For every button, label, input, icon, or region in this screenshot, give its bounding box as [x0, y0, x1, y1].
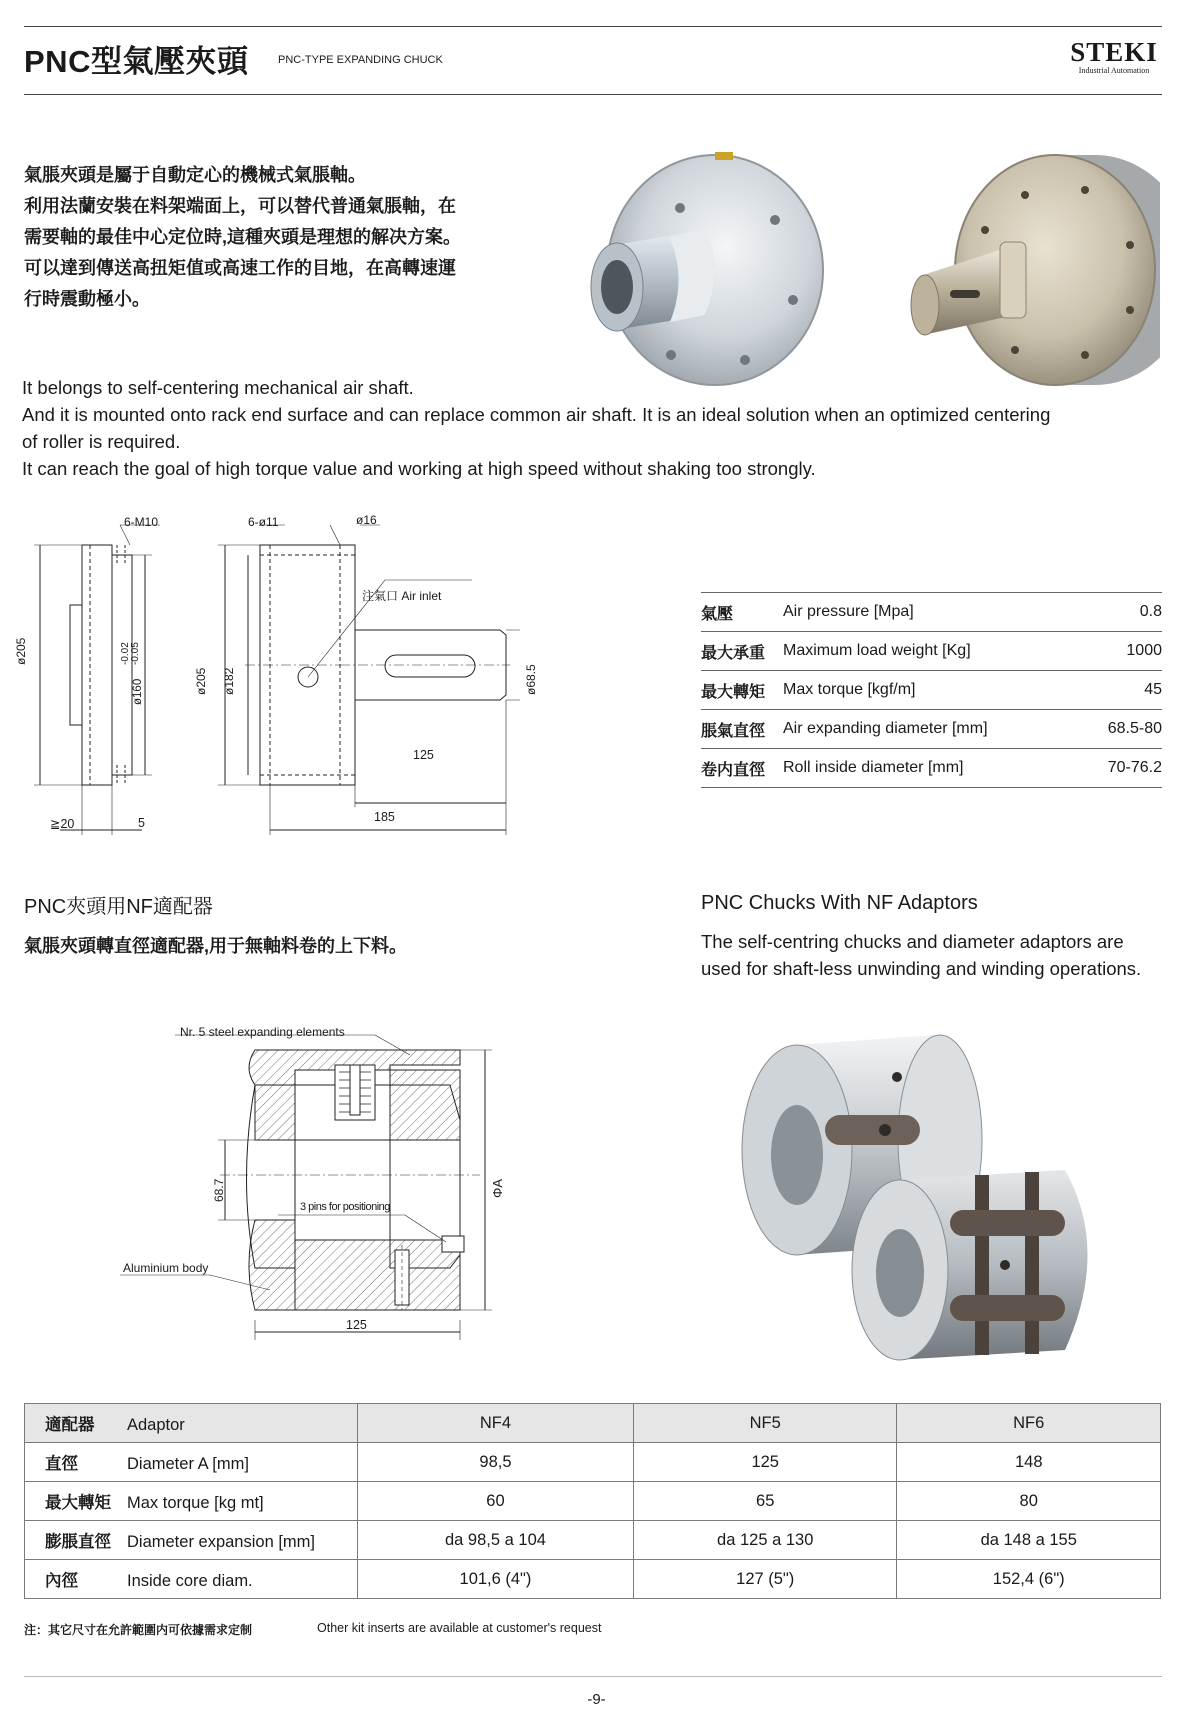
intro-en-line: of roller is required.	[22, 431, 181, 452]
nf-cell: NF6	[897, 1404, 1161, 1443]
brand-logo	[1066, 38, 1162, 75]
intro-zh-line: 行時震動極小。	[24, 289, 150, 309]
dim-d68-5: ø68.5	[524, 664, 538, 695]
page-subtitle: PNC-TYPE EXPANDING CHUCK	[278, 54, 443, 66]
nf-label-en: Adaptor	[127, 1416, 185, 1434]
spec-label-zh: 卷内直徑	[701, 749, 783, 788]
logo-mark: STEKI	[1070, 37, 1158, 67]
air-inlet-label: 注氣口 Air inlet	[362, 589, 442, 603]
intro-zh-line: 利用法蘭安裝在料架端面上，可以替代普通氣脹軸，在	[24, 196, 456, 216]
nf-subheading-zh: 氣脹夾頭轉直徑適配器,用于無軸料卷的上下料。	[24, 936, 407, 956]
chuck-technical-drawing	[20, 505, 520, 835]
top-rule	[24, 26, 1162, 27]
nf-label-zh: 最大轉矩	[45, 1494, 111, 1512]
dim-125: 125	[413, 748, 434, 762]
nf-heading-zh: PNC夾頭用NF適配器	[24, 896, 213, 918]
spec-value: 68.5-80	[1083, 710, 1162, 749]
spec-value: 70-76.2	[1083, 749, 1162, 788]
nf-subheading-en	[701, 928, 1171, 982]
nf-adaptor-photo	[735, 1015, 1155, 1395]
nf-table-row	[25, 1482, 1161, 1521]
positioning-pins-label: 3 pins for positioning	[300, 1201, 390, 1213]
dim-d160: ø160	[132, 678, 144, 705]
dim-125-adaptor: 125	[346, 1318, 367, 1332]
nf-row-label	[25, 1443, 358, 1482]
footnote-en: Other kit inserts are available at customer's request	[317, 1621, 602, 1635]
nf-adaptor-table	[24, 1403, 1161, 1599]
nf-cell: 152,4 (6")	[897, 1560, 1161, 1599]
nf-cell: 60	[358, 1482, 634, 1521]
nf-row-label	[25, 1521, 358, 1560]
logo-tagline: Industrial Automation	[1078, 66, 1150, 75]
nf-cell: 127 (5")	[633, 1560, 897, 1599]
footer-rule	[24, 1676, 1162, 1677]
steel-elements-label: Nr. 5 steel expanding elements	[180, 1025, 345, 1039]
spec-label-zh: 最大承重	[701, 632, 783, 671]
nf-cell: NF5	[633, 1404, 897, 1443]
spec-value: 1000	[1083, 632, 1162, 671]
nf-cell: 80	[897, 1482, 1161, 1521]
dim-tolerance-upper: -0.02	[120, 642, 131, 665]
nf-row-label	[25, 1482, 358, 1521]
dim-6-d11: 6-ø11	[248, 515, 279, 529]
nf-label-en: Diameter A [mm]	[127, 1455, 249, 1473]
spec-label-zh: 最大轉矩	[701, 671, 783, 710]
nf-cell: da 98,5 a 104	[358, 1521, 634, 1560]
nf-label-zh: 直徑	[45, 1455, 78, 1473]
aluminium-body-label: Aluminium body	[123, 1261, 209, 1275]
nf-cell: NF4	[358, 1404, 634, 1443]
nf-cell: 148	[897, 1443, 1161, 1482]
page-title: PNC型氣壓夾頭	[24, 44, 249, 79]
intro-chinese	[24, 160, 524, 315]
nf-label-en: Inside core diam.	[127, 1572, 253, 1590]
spec-value: 45	[1083, 671, 1162, 710]
nf-cell: da 125 a 130	[633, 1521, 897, 1560]
spec-row	[701, 671, 1162, 710]
nf-cell: 98,5	[358, 1443, 634, 1482]
nf-label-en: Diameter expansion [mm]	[127, 1533, 315, 1551]
nf-row-label	[25, 1404, 358, 1443]
spec-table	[701, 592, 1162, 788]
spec-label-en: Max torque [kgf/m]	[783, 671, 1083, 710]
nf-cell: da 148 a 155	[897, 1521, 1161, 1560]
page-number: -9-	[587, 1691, 606, 1708]
spec-row	[701, 749, 1162, 788]
dim-68-7: 68.7	[212, 1178, 226, 1202]
intro-en-line: It belongs to self-centering mechanical air shaft.	[22, 377, 414, 398]
nf-row-label	[25, 1560, 358, 1599]
nf-label-en: Max torque [kg mt]	[127, 1494, 264, 1512]
nf-cell: 125	[633, 1443, 897, 1482]
spec-label-en: Roll inside diameter [mm]	[783, 749, 1083, 788]
nf-table-row	[25, 1443, 1161, 1482]
nf-label-zh: 膨脹直徑	[45, 1533, 111, 1551]
dim-ge20: ≧20	[50, 817, 75, 831]
nf-label-zh: 內徑	[45, 1572, 78, 1590]
spec-label-en: Air pressure [Mpa]	[783, 593, 1083, 632]
spec-label-zh: 脹氣直徑	[701, 710, 783, 749]
nf-cell: 65	[633, 1482, 897, 1521]
intro-en-line: And it is mounted onto rack end surface and can replace common air shaft. It is an ideal solution when an optimized centering	[22, 404, 1051, 425]
spec-row	[701, 593, 1162, 632]
nf-sub-en-line: used for shaft-less unwinding and winding operations.	[701, 958, 1142, 979]
nf-heading-en: PNC Chucks With NF Adaptors	[701, 892, 978, 914]
dim-185: 185	[374, 810, 395, 824]
dim-d182: ø182	[222, 667, 236, 695]
dim-5: 5	[138, 816, 145, 830]
front-view	[218, 525, 520, 835]
spec-row	[701, 710, 1162, 749]
nf-table-header-row	[25, 1404, 1161, 1443]
header-rule	[24, 94, 1162, 95]
dim-6-m10: 6-M10	[124, 515, 159, 529]
chuck-photo-shaft	[905, 150, 1160, 395]
spec-row	[701, 632, 1162, 671]
footnote-zh: 注：其它尺寸在允許範圍内可依據需求定制	[24, 1623, 253, 1637]
spec-value: 0.8	[1083, 593, 1162, 632]
dim-phi-a: ΦA	[490, 1178, 505, 1198]
dim-tolerance-lower: -0.05	[130, 642, 141, 665]
nf-table-row	[25, 1521, 1161, 1560]
nf-label-zh: 適配器	[45, 1416, 95, 1434]
nf-cell: 101,6 (4")	[358, 1560, 634, 1599]
intro-zh-line: 需要軸的最佳中心定位時,這種夾頭是理想的解决方案。	[24, 227, 461, 247]
chuck-photo-front	[575, 150, 825, 400]
dim-d16: ø16	[356, 513, 377, 527]
spec-label-en: Maximum load weight [Kg]	[783, 632, 1083, 671]
spec-label-zh: 氣壓	[701, 593, 783, 632]
nf-table-row	[25, 1560, 1161, 1599]
intro-english	[22, 374, 1172, 482]
nf-sub-en-line: The self-centring chucks and diameter adaptors are	[701, 931, 1124, 952]
dim-d205-left: ø205	[14, 637, 28, 665]
dim-d205-right: ø205	[194, 667, 208, 695]
intro-zh-line: 可以達到傳送高扭矩值或高速工作的目地，在高轉速運	[24, 258, 456, 278]
adaptor-section-drawing	[120, 1010, 510, 1340]
spec-label-en: Air expanding diameter [mm]	[783, 710, 1083, 749]
intro-en-line: It can reach the goal of high torque value and working at high speed without shaking too strongly.	[22, 458, 816, 479]
intro-zh-line: 氣脹夾頭是屬于自動定心的機械式氣脹軸。	[24, 165, 366, 185]
